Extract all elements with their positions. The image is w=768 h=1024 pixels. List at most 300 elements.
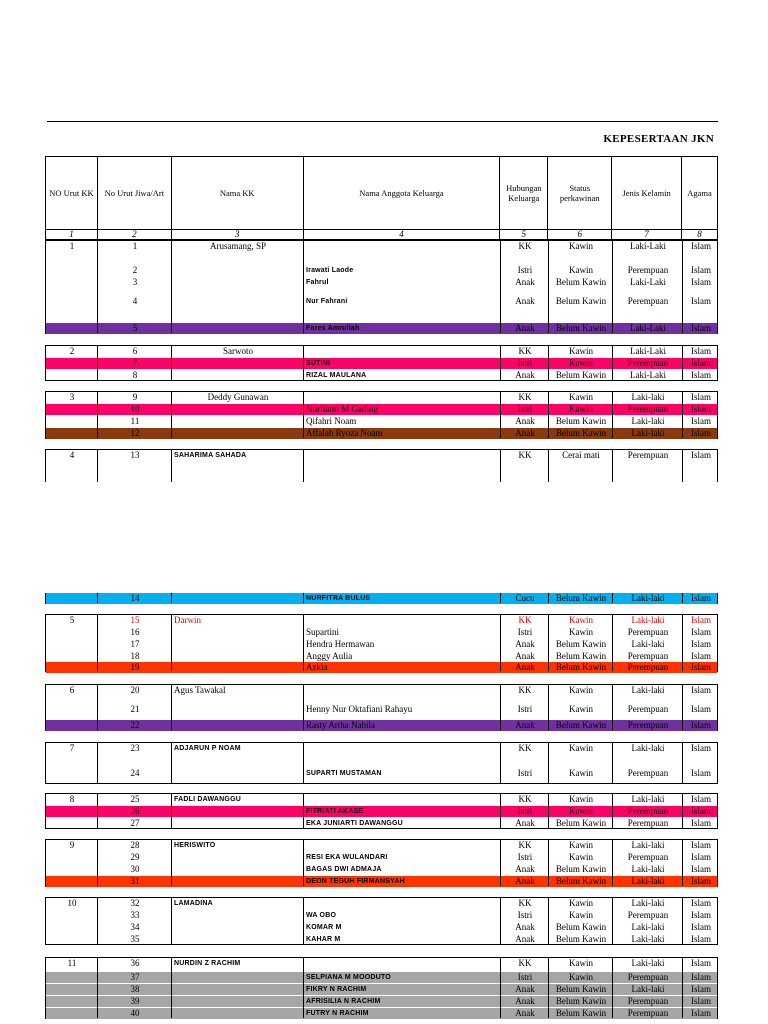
cell-status: Kawin [569,346,593,356]
column-divider [612,392,613,438]
column-divider [682,593,683,603]
cell-hub: KK [518,241,532,251]
cell-hub: Anak [515,416,535,426]
cell-hub: Anak [515,984,535,994]
column-divider [303,958,304,1018]
cell-nama: AFRISILIA N RACHIM [306,998,381,1005]
cell-status: Belum Kawin [555,922,607,932]
column-divider [171,958,172,1018]
cell-nama: SUPARTI MUSTAMAN [306,770,382,777]
cell-nama: Qifahri Noam [306,416,357,426]
column-divider [303,241,304,333]
cell-status: Kawin [569,898,593,908]
cell-hub: Anak [515,323,535,333]
cell-nama: Supartini [306,627,339,637]
table-row [46,593,717,604]
header-cell: NO Urut KK [46,157,98,229]
column-divider [682,685,683,730]
column-divider [682,840,683,886]
cell-hub: Anak [515,277,535,287]
cell-status: Belum Kawin [555,296,607,306]
cell-agama: Islam [691,794,711,804]
cell-nama: Nur Fahrani [306,298,348,305]
cell-status: Kawin [569,404,593,414]
cell-hub: Anak [515,996,535,1006]
column-divider [97,593,98,603]
family-group [45,614,718,672]
cell-status: Kawin [569,704,593,714]
column-divider [682,743,683,783]
cell-no: 33 [130,910,140,920]
cell-hub: KK [518,346,532,356]
cell-hub: Istri [517,627,533,637]
cell-jk: Laki-Laki [630,323,666,333]
column-divider [612,743,613,783]
cell-no: 28 [130,840,140,850]
cell-status: Kawin [569,265,593,275]
table-row [46,1008,717,1019]
cell-kk-no: 4 [69,450,75,460]
cell-nama: WA OBO [306,912,337,919]
cell-agama: Islam [691,416,711,426]
column-divider [303,743,304,783]
cell-nama: NURFITRA BULUS [306,595,371,602]
cell-status: Belum Kawin [555,864,607,874]
cell-hub: Istri [517,768,533,778]
column-divider [612,615,613,671]
cell-agama: Islam [691,241,711,251]
header-cell: Nama KK [172,157,304,229]
table-row [46,323,717,334]
column-divider [97,898,98,944]
table-row [46,958,717,969]
cell-no: 4 [132,296,138,306]
cell-kk-no: 1 [69,241,75,251]
cell-agama: Islam [691,428,711,438]
cell-status: Belum Kawin [555,370,607,380]
header-cell: Status perkawinan [548,157,612,229]
cell-nama: KAHAR M [306,936,341,943]
cell-no: 15 [130,615,140,625]
cell-hub: KK [518,794,532,804]
cell-kk-no: 9 [69,840,75,850]
column-divider [171,450,172,482]
column-divider [171,593,172,603]
cell-status: Belum Kawin [555,651,607,661]
cell-jk: Perempuan [627,852,669,862]
cell-agama: Islam [691,984,711,994]
cell-agama: Islam [691,593,711,603]
cell-hub: Anak [515,864,535,874]
column-divider [171,743,172,783]
cell-agama: Islam [691,639,711,649]
header-cell: Jenis Kelamin [612,157,682,229]
cell-hub: Anak [515,876,535,886]
cell-hub: Anak [515,296,535,306]
column-number: 4 [304,230,501,239]
cell-agama: Islam [691,910,711,920]
cell-status: Kawin [569,972,593,982]
cell-no: 31 [130,876,140,886]
cell-hub: Istri [517,806,533,816]
table-row [46,651,717,662]
cell-status: Kawin [569,627,593,637]
column-divider [612,241,613,333]
family-group [45,684,718,731]
cell-jk: Perempuan [627,265,669,275]
table-row [46,876,717,887]
cell-status: Kawin [569,806,593,816]
cell-hub: KK [518,958,532,968]
cell-no: 27 [130,818,140,828]
cell-no: 24 [130,768,140,778]
table-row [46,265,717,276]
cell-status: Kawin [569,392,593,402]
column-divider [97,392,98,438]
cell-no: 36 [130,958,140,968]
cell-no: 30 [130,864,140,874]
table-row [46,818,717,829]
cell-jk: Perempuan [627,358,669,368]
cell-kk-no: 8 [69,794,75,804]
cell-jk: Perempuan [627,720,669,730]
column-divider [682,346,683,380]
cell-status: Belum Kawin [555,323,607,333]
cell-kk: SAHARIMA SAHADA [174,452,247,459]
cell-hub: KK [518,898,532,908]
table-row [46,922,717,933]
column-divider [682,958,683,1018]
column-number: 8 [682,230,718,239]
family-group [45,391,718,439]
table-row [46,898,717,909]
cell-hub: Anak [515,651,535,661]
cell-nama: KOMAR M [306,924,342,931]
cell-status: Belum Kawin [555,996,607,1006]
column-divider [171,898,172,944]
table-row [46,806,717,817]
cell-no: 22 [130,720,140,730]
cell-kk-no: 3 [69,392,75,402]
cell-jk: Perempuan [627,818,669,828]
cell-jk: Laki-laki [631,685,665,695]
cell-jk: Perempuan [627,1008,669,1018]
header-cell: No Urut Jiwa/Art [98,157,172,229]
cell-hub: Istri [517,910,533,920]
column-divider [548,346,549,380]
cell-kk: Deddy Gunawan [207,392,269,402]
cell-jk: Perempuan [627,768,669,778]
cell-kk-no: 7 [69,743,75,753]
column-divider [548,685,549,730]
cell-kk: NURDIN Z RACHIM [174,960,241,967]
cell-no: 7 [132,358,138,368]
cell-kk-no: 2 [69,346,75,356]
column-divider [682,392,683,438]
cell-status: Kawin [569,794,593,804]
family-group [45,240,718,334]
column-divider [500,898,501,944]
table-row [46,358,717,369]
cell-jk: Laki-laki [631,416,665,426]
cell-jk: Laki-laki [631,864,665,874]
cell-no: 10 [130,404,140,414]
column-divider [303,346,304,380]
cell-status: Kawin [569,840,593,850]
cell-agama: Islam [691,404,711,414]
column-divider [171,241,172,333]
column-divider [303,898,304,944]
cell-status: Belum Kawin [555,876,607,886]
cell-nama: RESI EKA WULANDARI [306,854,388,861]
cell-agama: Islam [691,346,711,356]
table-row [46,996,717,1007]
column-divider [303,794,304,828]
column-number: 5 [500,230,548,239]
cell-no: 38 [130,984,140,994]
cell-nama: BAGAS DWI ADMAJA [306,866,382,873]
column-divider [97,685,98,730]
cell-kk-no: 10 [67,898,77,908]
cell-nama: SUTINI [306,360,331,367]
cell-agama: Islam [691,876,711,886]
cell-status: Kawin [569,768,593,778]
column-number-row [45,229,718,240]
table-row [46,615,717,626]
cell-nama: Anggy Aulia [306,651,353,661]
cell-hub: Cucu [515,593,535,603]
table-row [46,428,717,439]
table-row [46,450,717,461]
cell-status: Belum Kawin [555,720,607,730]
column-divider [97,743,98,783]
cell-no: 16 [130,627,140,637]
cell-nama: Hendra Hermawan [306,639,375,649]
column-divider [612,794,613,828]
column-divider [682,615,683,671]
table-row [46,277,717,288]
top-rule [47,121,718,122]
cell-nama: Fahrul [306,279,329,286]
cell-hub: Anak [515,1008,535,1018]
column-divider [303,593,304,603]
header-cell: Nama Anggota Keluarga [304,157,501,229]
column-divider [548,593,549,603]
cell-nama: SELPIANA M MOODUTO [306,974,391,981]
column-divider [97,450,98,482]
cell-jk: Laki-laki [631,639,665,649]
column-divider [97,840,98,886]
cell-hub: KK [518,685,532,695]
table-row [46,639,717,650]
cell-hub: Anak [515,934,535,944]
cell-jk: Laki-laki [631,593,665,603]
column-divider [548,958,549,1018]
cell-no: 29 [130,852,140,862]
cell-jk: Laki-laki [631,392,665,402]
cell-nama: Irawati Laode [306,267,354,274]
column-divider [171,685,172,730]
cell-nama: EKA JUNIARTI DAWANGGU [306,820,403,827]
cell-no: 6 [132,346,138,356]
cell-nama: FUTRY N RACHIM [306,1010,369,1017]
cell-no: 35 [130,934,140,944]
cell-status: Kawin [569,910,593,920]
cell-agama: Islam [691,898,711,908]
column-number: 1 [46,230,98,239]
cell-agama: Islam [691,840,711,850]
table-row [46,392,717,403]
cell-jk: Laki-laki [631,984,665,994]
cell-hub: KK [518,392,532,402]
table-row [46,370,717,381]
column-divider [612,450,613,482]
cell-agama: Islam [691,651,711,661]
table-row [46,704,717,715]
cell-nama: RIZAL MAULANA [306,372,367,379]
cell-no: 8 [132,370,138,380]
cell-hub: Anak [515,639,535,649]
cell-nama: Henny Nur Oktafiani Rahayu [306,704,413,714]
cell-status: Kawin [569,743,593,753]
cell-jk: Perempuan [627,704,669,714]
cell-jk: Perempuan [627,296,669,306]
column-divider [500,450,501,482]
cell-no: 12 [130,428,140,438]
column-divider [612,593,613,603]
cell-jk: Laki-laki [631,898,665,908]
cell-agama: Islam [691,818,711,828]
column-divider [682,450,683,482]
cell-nama: Affalah Ryoza Noam [306,428,383,438]
column-divider [612,840,613,886]
cell-jk: Perempuan [627,450,669,460]
cell-no: 1 [132,241,138,251]
cell-no: 5 [132,323,138,333]
cell-no: 13 [130,450,140,460]
table-row [46,852,717,863]
cell-status: Kawin [569,358,593,368]
cell-hub: Istri [517,404,533,414]
column-divider [548,615,549,671]
header-cell: Hubungan Keluarga [500,157,548,229]
cell-kk: Agus Tawakal [174,685,226,695]
cell-status: Belum Kawin [555,593,607,603]
cell-no: 39 [130,996,140,1006]
column-divider [500,958,501,1018]
table-row [46,720,717,731]
table-row [46,972,717,983]
column-divider [171,840,172,886]
column-divider [682,241,683,333]
cell-no: 20 [130,685,140,695]
cell-agama: Islam [691,685,711,695]
cell-jk: Perempuan [627,806,669,816]
cell-nama: FIKRY N RACHIM [306,986,367,993]
column-divider [171,346,172,380]
cell-jk: Laki-laki [631,840,665,850]
column-divider [171,392,172,438]
cell-status: Kawin [569,958,593,968]
cell-hub: Anak [515,922,535,932]
cell-jk: Laki-laki [631,958,665,968]
cell-agama: Islam [691,277,711,287]
cell-agama: Islam [691,370,711,380]
cell-no: 21 [130,704,140,714]
cell-agama: Islam [691,934,711,944]
cell-agama: Islam [691,704,711,714]
cell-nama: Norfianti M Gading [306,404,378,414]
column-divider [500,593,501,603]
table-row [46,662,717,673]
header-cell: Agama [682,157,718,229]
cell-agama: Islam [691,852,711,862]
column-divider [303,392,304,438]
cell-kk-no: 5 [69,615,75,625]
column-number: 3 [172,230,304,239]
cell-hub: Istri [517,704,533,714]
column-divider [303,615,304,671]
cell-agama: Islam [691,615,711,625]
cell-jk: Laki-Laki [630,277,666,287]
cell-agama: Islam [691,922,711,932]
cell-no: 9 [132,392,138,402]
cell-agama: Islam [691,662,711,672]
cell-agama: Islam [691,392,711,402]
column-number: 2 [98,230,172,239]
column-divider [548,241,549,333]
column-divider [171,794,172,828]
table-header [45,156,718,229]
family-group [45,593,718,604]
column-divider [303,450,304,482]
cell-hub: Istri [517,972,533,982]
cell-jk: Perempuan [627,627,669,637]
cell-no: 25 [130,794,140,804]
cell-hub: Anak [515,818,535,828]
cell-no: 26 [130,806,140,816]
cell-status: Belum Kawin [555,934,607,944]
cell-no: 37 [130,972,140,982]
table-row [46,685,717,696]
family-group [45,449,718,482]
cell-jk: Laki-laki [631,743,665,753]
table-row [46,743,717,754]
cell-nama: Rasty Artha Nabila [306,720,375,730]
cell-agama: Islam [691,358,711,368]
cell-status: Belum Kawin [555,818,607,828]
cell-nama: Fares Amrullah [306,325,360,332]
cell-jk: Laki-Laki [630,241,666,251]
table-row [46,296,717,307]
cell-kk-no: 11 [67,958,77,968]
column-divider [303,685,304,730]
cell-no: 3 [132,277,138,287]
cell-agama: Islam [691,972,711,982]
cell-jk: Perempuan [627,972,669,982]
cell-nama: Azkia [306,662,328,672]
table-row [46,864,717,875]
column-number: 6 [548,230,612,239]
cell-status: Kawin [569,685,593,695]
table-row [46,934,717,945]
cell-hub: KK [518,615,532,625]
cell-status: Kawin [569,241,593,251]
cell-no: 11 [130,416,140,426]
column-divider [303,840,304,886]
cell-kk-no: 6 [69,685,75,695]
cell-jk: Laki-Laki [630,346,666,356]
